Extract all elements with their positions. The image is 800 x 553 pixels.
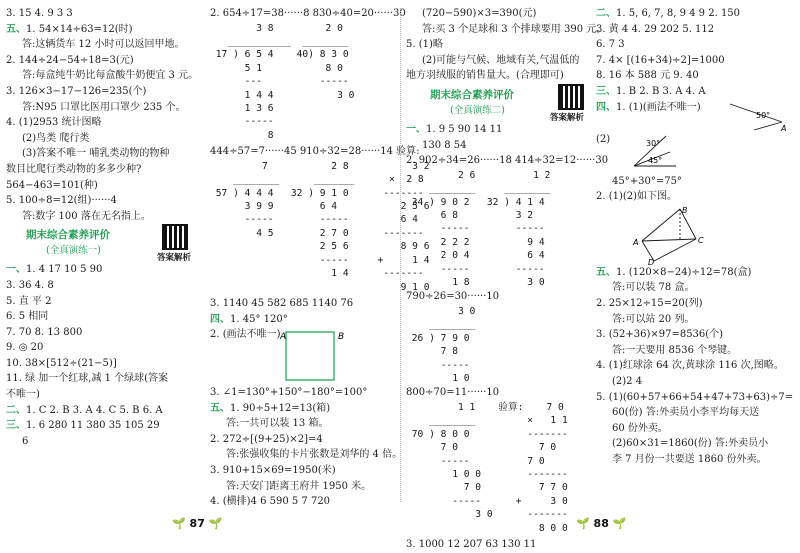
answer-line [6,418,204,434]
point-label: A [781,123,787,132]
answer-line: 3. 126×3−17−126=235(个) [6,85,147,97]
answer-line: 答:可以装 78 盒。 [612,282,695,294]
answer-line: (2)鸟类 爬行类 [22,132,90,144]
page-number-text: 88 [593,517,609,530]
section-title: 期末综合素养评价 [430,88,514,101]
answer-line [596,100,701,116]
answer-text: 1. 9 5 90 14 11 [426,123,503,135]
answer-line: (2)2 4 [612,375,643,387]
answer-line: 4. (1)2953 统计图略 [6,117,102,129]
square-figure-row [210,327,396,385]
section-marker: 一、 [6,264,26,276]
segment [642,239,696,241]
answer-line: 60(份) 答:外卖员小李平均每天送 [612,407,760,419]
section-marker: 三、 [6,420,26,432]
answer-line [596,6,794,22]
answer-line: 444÷57=7······45 910÷32=28······14 验算: [210,146,420,158]
answer-text: 1. 90÷5+12=13(箱) [230,402,331,414]
answer-line: 5. 直 平 2 [6,295,52,307]
page-number-text: 87 [189,517,205,530]
answer-line: 10. 38×[512÷(21−5)] [6,357,117,369]
answer-line: (2)可能与气候、地域有关,气温低的 [422,54,580,66]
answer-line: 答:N95 口罩比医用口罩少 235 个。 [22,101,186,113]
answer-line: 答:张强收集的卡片张数是刘华的 4 倍。 [226,449,403,461]
answer-line: 答:一天要用 8536 个琴键。 [612,344,738,356]
qr-label: 答案解析 [550,112,585,123]
point-label: B [682,205,688,215]
answer-line: 2. 272÷[(9+25)×2]=4 [210,433,323,445]
segment [642,209,680,241]
section-marker: 五、 [6,23,26,35]
answer-line: 答:可以站 20 列。 [612,313,695,325]
angle-label: 50° [756,110,771,120]
angle-diagram [724,100,794,132]
ray [754,122,782,130]
answer-line: 2. (1)(2)如下图。 [596,191,678,203]
answer-text: 1. 5, 6, 7, 8, 9 4 9 2. 150 [616,8,741,19]
answer-line: 2. 25×12÷15=20(列) [596,297,703,309]
answer-line: (720−590)×3=390(元) [422,8,537,19]
answer-line [210,401,396,417]
segment [654,239,696,261]
answer-line: 564−463=101(种) [6,179,98,191]
answer-line: 5. (1)(60+57+66+54+47+73+63)÷7= [596,391,794,403]
answer-line: 5. (1)略 [406,39,443,51]
answer-line: 3. ∠1=130°+150°−180°=100° [210,387,368,399]
section-marker: 二、 [6,404,26,416]
answer-line: (2)60×31=1860(份) 答:外卖员小 [612,438,769,450]
section-marker: 四、 [596,101,616,113]
answer-line: (3)答案不唯一 哺乳类动物的物种 [22,148,170,160]
answer-line: 130 8 54 [422,139,467,151]
answer-text: 1. C 2. B 3. A 4. C 5. B 6. A [26,404,163,416]
answer-line: 8. 16 本 588 元 9. 40 [596,70,699,82]
answer-line: 不唯一) [6,389,40,401]
long-division: 7 2 8 3 2 ________ _______ × 2 8 57 ) 4 4 4 32 ) 9 1 0 ------- 3 9 9 6 4 2 5 6 ----- ----- 6 4 4 5 2 7 0 ------- 2 5 6 8 9 6 ----- + 1 4 1 4 ------- 9 1 0 [215,160,430,293]
section-subtitle: (全真演练二) [450,104,505,116]
answer-line: 7. 70 8. 13 800 [6,326,83,338]
answer-line: 6 [22,435,29,447]
answer-text: 1. (120×8−24)÷12=78(盒) [616,266,752,278]
answer-line: 4. (横排)4 6 590 5 7 720 [210,496,331,508]
answer-line: 答:天安门距离王府井 1950 米。 [226,480,372,492]
page-88 [400,0,800,551]
answer-line [596,84,794,100]
point-label: B [338,332,345,343]
answer-line: 6. 7 3 [596,39,625,51]
long-division: 1 1 验算: 7 0 ________ × 1 1 70 ) 8 0 0 ------- 7 0 7 0 ----- 7 0 1 0 0 ------- 7 0 7 7 0 ----- + 3 0 3 0 ------- 8 0 0 [411,402,568,534]
section-marker: 四、 [210,313,230,325]
section-header [6,224,204,264]
angle-figure-row [596,132,794,174]
point-label: A [633,237,639,247]
answer-line [6,403,204,419]
section-marker: 一、 [406,123,426,135]
angle-diagram [626,132,686,174]
page-number [576,517,626,530]
answer-text: 1. (1)(画法不唯一) [616,101,701,113]
sprout-icon: 🌱 [612,517,627,530]
answer-line: 2. 654÷17=38······8 830÷40=20······30 [210,8,406,19]
answer-line: 60 份外卖。 [612,422,668,434]
answer-text: 1. 4 17 10 5 90 [26,264,103,276]
answer-line: 2. (画法不唯一) [210,329,281,341]
long-division: 2 6 1 2 ________ ________ 34 ) 9 0 2 32 ) 4 1 4 6 8 3 2 ----- ----- 2 2 2 9 4 2 0 4 6 4 ----- ----- 1 8 3 0 [411,169,551,288]
answer-line: 2. 144÷24−54÷18=3(元) [6,54,134,66]
answer-line: 3. (52+36)×97=8536(个) [596,329,724,341]
square-shape [286,332,334,380]
answer-text: 1. 45° 120° [230,313,288,325]
answer-line: 答:买 3 个足球和 3 个排球要用 390 元。 [422,23,607,35]
answer-line: 800÷70=11······10 [406,387,500,399]
section-marker: 五、 [596,266,616,278]
square-diagram [280,327,360,385]
section-title: 期末综合素养评价 [26,229,110,242]
answer-line: 数目比爬行类动物的多多少种? [6,163,142,175]
answer-line: 3. 1000 12 207 63 130 11 [406,539,537,551]
answer-line: 45°+30°=75° [612,175,682,187]
long-division: 3 8 2 0 ___________ ________ 17 ) 6 5 4 40) 8 3 0 5 1 8 0 --- ----- 1 4 4 3 0 1 3 6 ----- 8 [215,22,355,141]
answer-line: 790÷26=30······10 [406,291,500,303]
qr-label: 答案解析 [157,253,192,264]
answer-line: 11. 绿 加一个红球,减 1 个绿球(答案 [6,373,169,385]
answer-text: 1. 54×14÷63=12(时) [26,23,133,35]
answer-line: 4. (1)红球涂 64 次,黄球涂 116 次,图略。 [596,360,784,372]
answer-line [596,265,794,281]
sprout-icon: 🌱 [172,517,186,530]
section-marker: 二、 [596,8,616,19]
answer-line: (2) [596,133,611,145]
point-label: C [698,235,704,245]
answer-line: 6. 5 相同 [6,311,49,323]
answer-line: 李 7 月份一共要送 1860 份外卖。 [612,453,767,465]
answer-line: 地方羽绒服的销售量大。(合理即可) [406,70,564,82]
angle-figure-row [596,100,794,132]
angle-label: 30° [646,138,661,148]
answer-text: 1. 6 280 11 380 35 105 29 [26,420,160,432]
answer-line: 答:每盒纯牛奶比每盒酸牛奶便宜 3 元。 [22,70,199,82]
answer-line [210,312,396,328]
geometry-figure [596,205,794,265]
point-label: A [280,332,287,343]
column-1 [6,6,204,449]
answer-text: 1. B 2. B 3. A 4. A [616,85,706,97]
section-marker: 三、 [596,85,616,97]
sprout-icon: 🌱 [576,517,590,530]
answer-line: 7. 4× [(16+34)÷2]=1000 [596,54,725,66]
page-number [172,517,222,530]
angle-label: 45° [648,155,663,165]
answer-line: 答:一共可以装 13 箱。 [226,418,329,430]
answer-line: 3. 910+15×69=1950(米) [210,465,336,477]
answer-line: 3. 15 4. 9 3 3 [6,8,73,19]
answer-line: 3. 1140 45 582 685 1140 76 [210,297,354,309]
answer-line: 9. ◎ 20 [6,342,44,354]
answer-line: 5. 100÷8=12(组)······4 [6,195,117,207]
column-4 [596,6,794,467]
section-subtitle: (全真演练一) [46,245,101,257]
answer-line [6,22,204,38]
point-label: D [648,257,655,265]
answer-line: 3. 36 4. 8 [6,279,54,291]
answer-line: 答:数字 100 落在无名指上。 [22,210,151,222]
answer-line: 答:这辆货车 12 小时可以返回甲地。 [22,39,185,51]
long-division: 3 0 ________ 26 ) 7 9 0 7 8 ----- 1 0 [411,306,476,385]
parallelogram-diagram [632,205,732,265]
answer-line: 3. 黄 4 4. 29 202 5. 112 [596,23,715,35]
answer-line: 2. 902÷34=26······18 414÷32=12······30 [406,155,609,167]
section-marker: 五、 [210,402,230,414]
qr-code-icon[interactable] [558,84,584,110]
sprout-icon: 🌱 [208,517,223,530]
section-header [406,84,592,123]
qr-code-icon[interactable] [162,224,188,250]
